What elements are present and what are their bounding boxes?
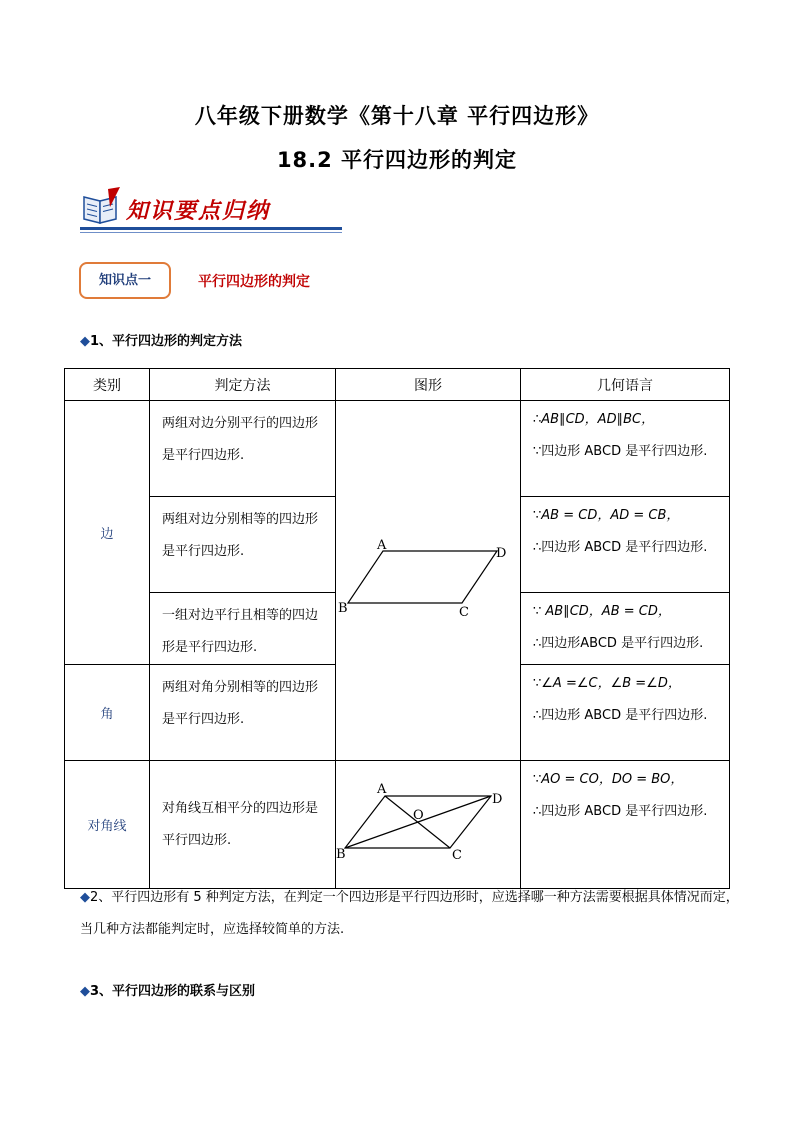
category-side: 边 bbox=[65, 401, 150, 665]
banner-underline-thin bbox=[80, 232, 342, 233]
vertex-label-b: B bbox=[338, 600, 348, 616]
category-diagonal: 对角线 bbox=[65, 761, 150, 889]
geometry-language-cell bbox=[521, 497, 730, 593]
geometry-language-cell bbox=[521, 761, 730, 889]
geometry-language-cell bbox=[521, 593, 730, 665]
section2-text: 2、平行四边形有 5 种判定方法，在判定一个四边形是平行四边形时，应选择哪一种方法需要根据具体情况而定，当几种方法都能判定时，应选择较简单的方法. bbox=[80, 890, 739, 937]
method-cell: 两组对角分别相等的四边形是平行四边形. bbox=[150, 665, 336, 761]
vertex-label-d: D bbox=[492, 791, 503, 807]
lang-line: ∴四边形 ABCD 是平行四边形. bbox=[533, 708, 708, 723]
lang-line: ∵AO = CO，DO = BO， bbox=[533, 772, 684, 787]
knowledge-point-badge: 知识点一 bbox=[79, 262, 171, 299]
method-cell: 两组对边分别平行的四边形是平行四边形. bbox=[150, 401, 336, 497]
vertex-label-b: B bbox=[336, 846, 346, 862]
header-geometry-language: 几何语言 bbox=[521, 369, 730, 401]
book-pen-icon bbox=[80, 185, 124, 227]
banner-title: 知识要点归纳 bbox=[126, 198, 271, 224]
lang-line: ∵AB = CD，AD = CB， bbox=[533, 508, 680, 523]
header-method: 判定方法 bbox=[150, 369, 336, 401]
method-cell: 对角线互相平分的四边形是平行四边形. bbox=[150, 761, 336, 889]
lang-line: ∴AB∥CD，AD∥BC， bbox=[533, 412, 655, 427]
lang-line: ∴四边形 ABCD 是平行四边形. bbox=[533, 804, 708, 819]
method-cell: 两组对边分别相等的四边形是平行四边形. bbox=[150, 497, 336, 593]
lang-line: ∵∠A =∠C，∠B =∠D， bbox=[533, 676, 681, 691]
geometry-language-cell bbox=[521, 401, 730, 497]
lang-line: ∴四边形ABCD 是平行四边形. bbox=[533, 636, 704, 651]
diamond-icon: ◆ bbox=[80, 334, 90, 349]
header-figure: 图形 bbox=[336, 369, 521, 401]
category-angle: 角 bbox=[65, 665, 150, 761]
table-row bbox=[65, 761, 730, 889]
center-label-o: O bbox=[413, 807, 424, 823]
method-cell: 一组对边平行且相等的四边形是平行四边形. bbox=[150, 593, 336, 665]
section3-text: 3、平行四边形的联系与区别 bbox=[90, 984, 256, 999]
vertex-label-a: A bbox=[377, 538, 387, 553]
criteria-table bbox=[64, 368, 730, 889]
section1-text: 1、平行四边形的判定方法 bbox=[90, 334, 243, 349]
diamond-icon: ◆ bbox=[80, 984, 90, 999]
table-header-row bbox=[65, 369, 730, 401]
lang-line: ∵四边形 ABCD 是平行四边形. bbox=[533, 444, 708, 459]
geometry-language-cell bbox=[521, 665, 730, 761]
table-row bbox=[65, 401, 730, 497]
section1-heading bbox=[80, 330, 242, 349]
lang-line: ∴四边形 ABCD 是平行四边形. bbox=[533, 540, 708, 555]
vertex-label-a: A bbox=[377, 782, 387, 797]
section-banner bbox=[80, 183, 345, 235]
section3-heading bbox=[80, 980, 255, 999]
diamond-icon: ◆ bbox=[80, 890, 90, 905]
header-category: 类别 bbox=[65, 369, 150, 401]
banner-underline bbox=[80, 227, 342, 230]
knowledge-point-title: 平行四边形的判定 bbox=[198, 274, 310, 290]
document-title-line2: 18.2 平行四边形的判定 bbox=[276, 148, 518, 172]
parallelogram-figure bbox=[336, 539, 521, 619]
vertex-label-c: C bbox=[459, 604, 469, 619]
document-title-line1: 八年级下册数学《第十八章 平行四边形》 bbox=[194, 104, 600, 128]
vertex-label-d: D bbox=[496, 545, 507, 561]
section2-paragraph bbox=[80, 882, 740, 946]
parallelogram-diagonals-figure bbox=[336, 783, 521, 863]
lang-line: ∵ AB∥CD，AB = CD， bbox=[533, 604, 671, 619]
figure-cell-parallelogram bbox=[336, 401, 521, 761]
figure-cell-diagonals bbox=[336, 761, 521, 889]
vertex-label-c: C bbox=[452, 847, 462, 863]
